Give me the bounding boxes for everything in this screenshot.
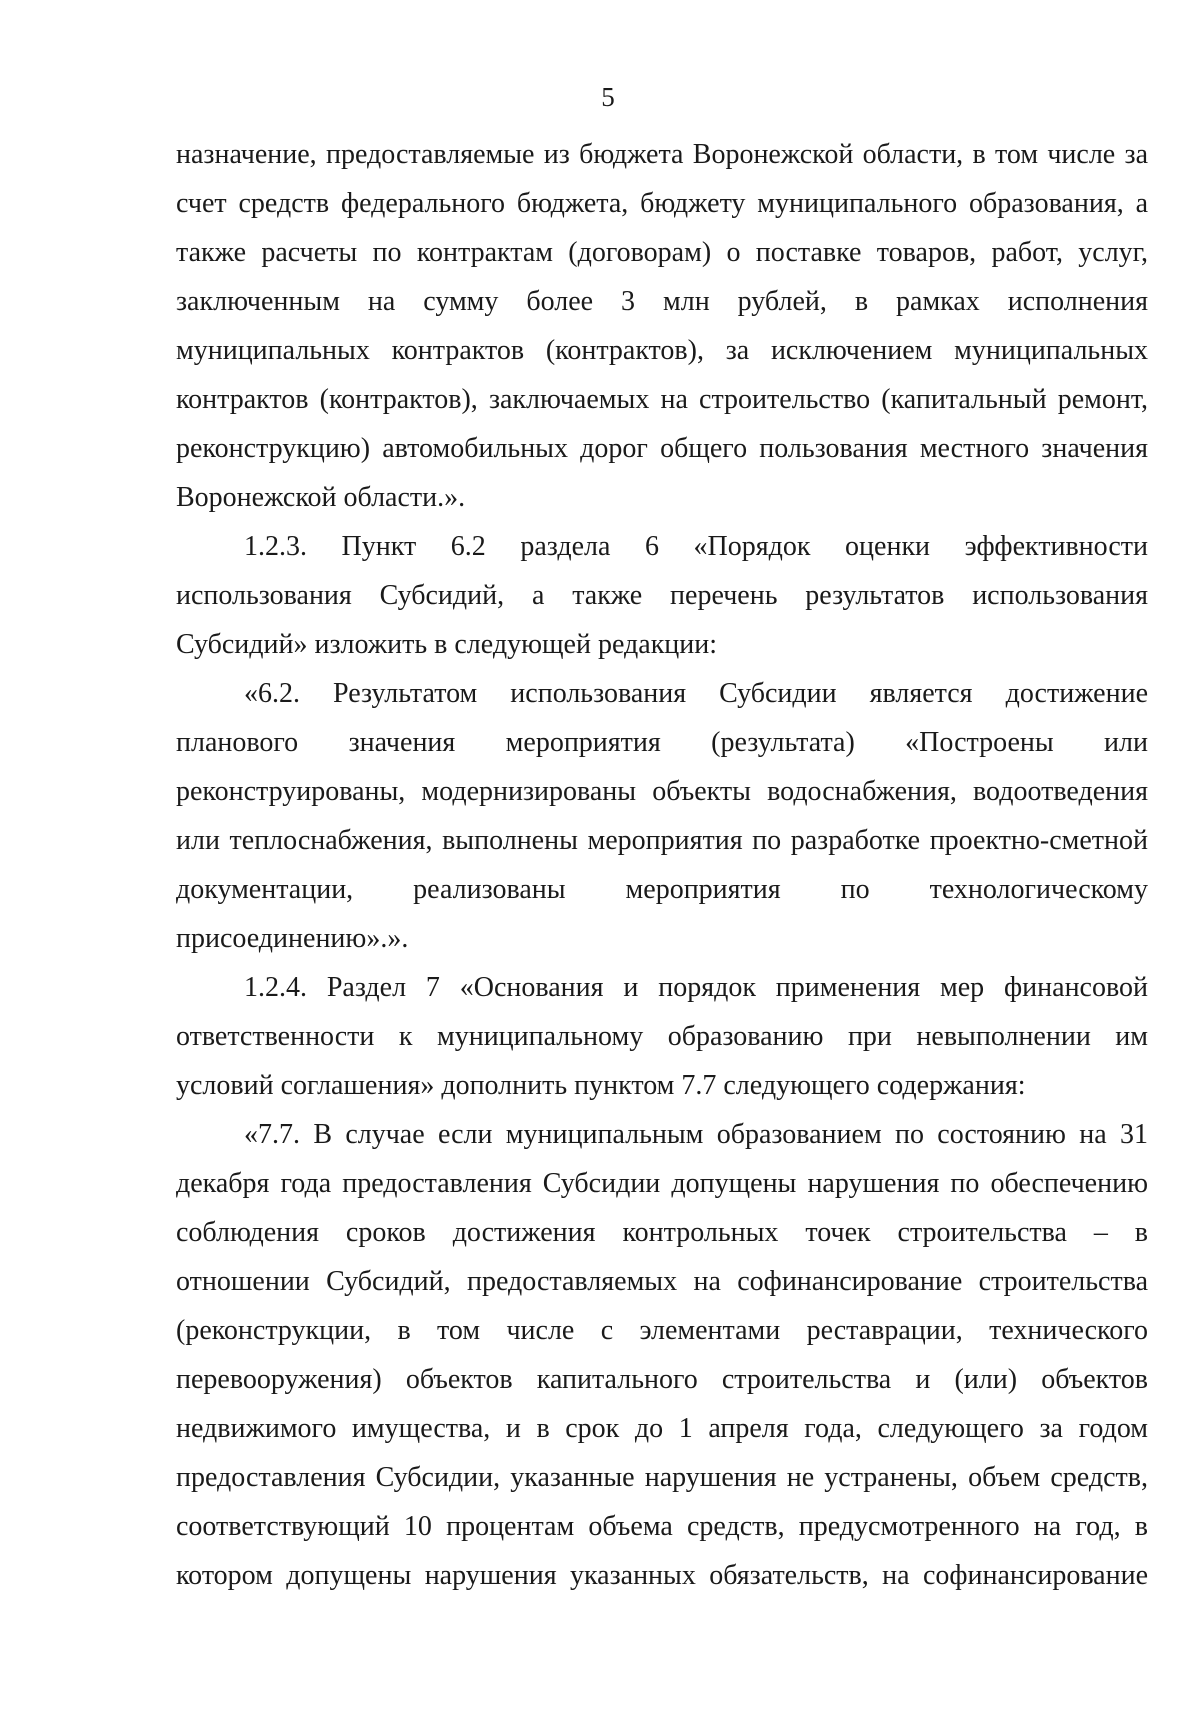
text-line: (реконструкции, в том числе с элементами реставрации, технического xyxy=(176,1315,1148,1346)
text-line: «6.2. Результатом использования Субсидии является достижение xyxy=(244,678,1148,709)
text-line: или теплоснабжения, выполнены мероприятия по разработке проектно-сметной xyxy=(176,825,1148,856)
text-line: отношении Субсидий, предоставляемых на софинансирование строительства xyxy=(176,1266,1148,1297)
text-line: контрактов (контрактов), заключаемых на строительство (капитальный ремонт, xyxy=(176,384,1148,415)
text-line: Субсидий» изложить в следующей редакции: xyxy=(176,629,718,660)
text-line: документации, реализованы мероприятия по технологическому xyxy=(176,874,1148,905)
text-line: использования Субсидий, а также перечень результатов использования xyxy=(176,580,1148,611)
text-line: перевооружения) объектов капитального строительства и (или) объектов xyxy=(176,1364,1148,1395)
text-line: соблюдения сроков достижения контрольных точек строительства – в xyxy=(176,1217,1148,1248)
text-line: предоставления Субсидии, указанные нарушения не устранены, объем средств, xyxy=(176,1462,1148,1493)
text-line: присоединению».». xyxy=(176,923,409,954)
text-line: планового значения мероприятия (результата) «Построены или xyxy=(176,727,1148,758)
text-line: котором допущены нарушения указанных обязательств, на софинансирование xyxy=(176,1560,1148,1591)
text-line: «7.7. В случае если муниципальным образованием по состоянию на 31 xyxy=(244,1119,1148,1150)
text-line: также расчеты по контрактам (договорам) о поставке товаров, работ, услуг, xyxy=(176,237,1148,268)
text-line: реконструированы, модернизированы объекты водоснабжения, водоотведения xyxy=(176,776,1148,807)
text-line: муниципальных контрактов (контрактов), за исключением муниципальных xyxy=(176,335,1148,366)
text-line: соответствующий 10 процентам объема средств, предусмотренного на год, в xyxy=(176,1511,1148,1542)
text-line: недвижимого имущества, и в срок до 1 апреля года, следующего за годом xyxy=(176,1413,1148,1444)
text-line: 1.2.4. Раздел 7 «Основания и порядок применения мер финансовой xyxy=(244,972,1148,1003)
text-line: реконструкцию) автомобильных дорог общего пользования местного значения xyxy=(176,433,1148,464)
text-line: декабря года предоставления Субсидии допущены нарушения по обеспечению xyxy=(176,1168,1148,1199)
text-line: 1.2.3. Пункт 6.2 раздела 6 «Порядок оценки эффективности xyxy=(244,531,1148,562)
text-line: условий соглашения» дополнить пунктом 7.7 следующего содержания: xyxy=(176,1070,1026,1101)
text-line: счет средств федерального бюджета, бюджету муниципального образования, а xyxy=(176,188,1148,219)
document-body xyxy=(176,130,1148,1600)
text-line: заключенным на сумму более 3 млн рублей, в рамках исполнения xyxy=(176,286,1148,317)
text-line: Воронежской области.». xyxy=(176,482,466,513)
page-number: 5 xyxy=(601,82,615,112)
text-line: назначение, предоставляемые из бюджета Воронежской области, в том числе за xyxy=(176,139,1148,170)
text-line: ответственности к муниципальному образованию при невыполнении им xyxy=(176,1021,1148,1052)
